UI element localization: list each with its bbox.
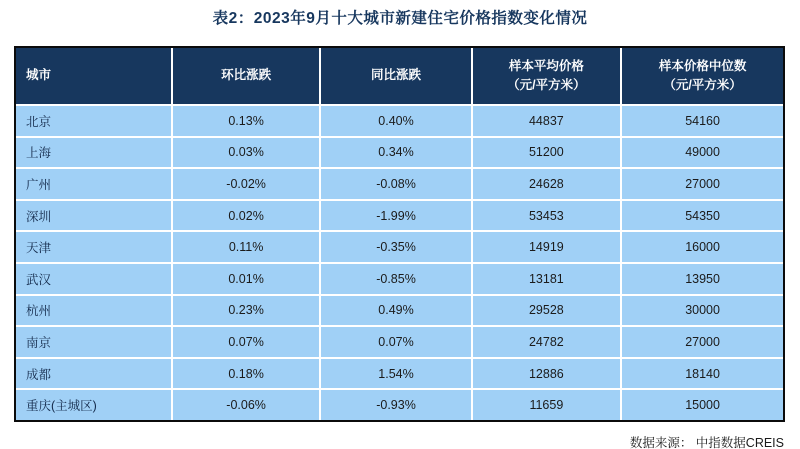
table-row [16, 231, 783, 263]
cell-mom-change: 0.03% [172, 137, 321, 169]
cell-city: 重庆(主城区) [16, 389, 172, 420]
col-header-mom-label: 环比涨跌 [221, 68, 272, 83]
cell-mom-change: -0.06% [172, 389, 321, 420]
cell-mom-change: 0.07% [172, 326, 321, 358]
cell-avg-price: 13181 [472, 263, 622, 295]
col-header-avg-price-line1: 样本平均价格 [508, 58, 584, 73]
cell-mom-change: 0.13% [172, 105, 321, 137]
cell-yoy-change: -0.35% [320, 231, 471, 263]
cell-yoy-change: -0.08% [320, 168, 471, 200]
cell-avg-price: 24782 [472, 326, 622, 358]
cell-city: 深圳 [16, 200, 172, 232]
col-header-yoy-label: 同比涨跌 [371, 68, 422, 83]
table-title: 表2：2023年9月十大城市新建住宅价格指数变化情况 [212, 10, 588, 27]
cell-median-price: 13950 [621, 263, 783, 295]
cell-mom-change: 0.02% [172, 200, 321, 232]
header-row [16, 48, 783, 105]
cell-city: 广州 [16, 168, 172, 200]
cell-median-price: 15000 [621, 389, 783, 420]
cell-median-price: 27000 [621, 326, 783, 358]
cell-yoy-change: -0.93% [320, 389, 471, 420]
table-row [16, 168, 783, 200]
cell-avg-price: 11659 [472, 389, 622, 420]
cell-mom-change: 0.18% [172, 358, 321, 390]
cell-mom-change: 0.01% [172, 263, 321, 295]
cell-city: 武汉 [16, 263, 172, 295]
cell-city: 成都 [16, 358, 172, 390]
cell-yoy-change: 0.40% [320, 105, 471, 137]
cell-city: 天津 [16, 231, 172, 263]
col-header-city-label: 城市 [26, 68, 52, 83]
table-header [16, 48, 783, 105]
cell-avg-price: 53453 [472, 200, 622, 232]
cell-avg-price: 51200 [472, 137, 622, 169]
data-table-wrapper [14, 46, 785, 422]
cell-yoy-change: -0.85% [320, 263, 471, 295]
cell-city: 杭州 [16, 295, 172, 327]
cell-mom-change: 0.11% [172, 231, 321, 263]
table-row [16, 295, 783, 327]
cell-yoy-change: 0.07% [320, 326, 471, 358]
col-header-yoy-change [320, 48, 471, 105]
table-row [16, 105, 783, 137]
cell-mom-change: 0.23% [172, 295, 321, 327]
col-header-avg-price-line2: （元/平方米） [507, 78, 586, 92]
table-row [16, 358, 783, 390]
cell-city: 上海 [16, 137, 172, 169]
cell-avg-price: 12886 [472, 358, 622, 390]
cell-median-price: 16000 [621, 231, 783, 263]
col-header-median-price-line2: （元/平方米） [663, 78, 742, 92]
cell-city: 南京 [16, 326, 172, 358]
price-index-table [16, 48, 783, 420]
table-row [16, 200, 783, 232]
cell-yoy-change: 0.49% [320, 295, 471, 327]
cell-avg-price: 29528 [472, 295, 622, 327]
cell-median-price: 54160 [621, 105, 783, 137]
table-row [16, 326, 783, 358]
cell-mom-change: -0.02% [172, 168, 321, 200]
cell-yoy-change: 1.54% [320, 358, 471, 390]
cell-yoy-change: 0.34% [320, 137, 471, 169]
col-header-city [16, 48, 172, 105]
col-header-mom-change [172, 48, 321, 105]
cell-median-price: 27000 [621, 168, 783, 200]
cell-avg-price: 14919 [472, 231, 622, 263]
table-body [16, 105, 783, 420]
cell-median-price: 54350 [621, 200, 783, 232]
cell-median-price: 49000 [621, 137, 783, 169]
cell-avg-price: 44837 [472, 105, 622, 137]
col-header-median-price [621, 48, 783, 105]
table-row [16, 137, 783, 169]
cell-yoy-change: -1.99% [320, 200, 471, 232]
cell-median-price: 30000 [621, 295, 783, 327]
cell-city: 北京 [16, 105, 172, 137]
cell-median-price: 18140 [621, 358, 783, 390]
col-header-median-price-line1: 样本价格中位数 [658, 58, 747, 73]
col-header-avg-price [472, 48, 622, 105]
table-row [16, 263, 783, 295]
data-source-note: 数据来源： 中指数据CREIS [629, 435, 784, 449]
cell-avg-price: 24628 [472, 168, 622, 200]
table-row [16, 389, 783, 420]
